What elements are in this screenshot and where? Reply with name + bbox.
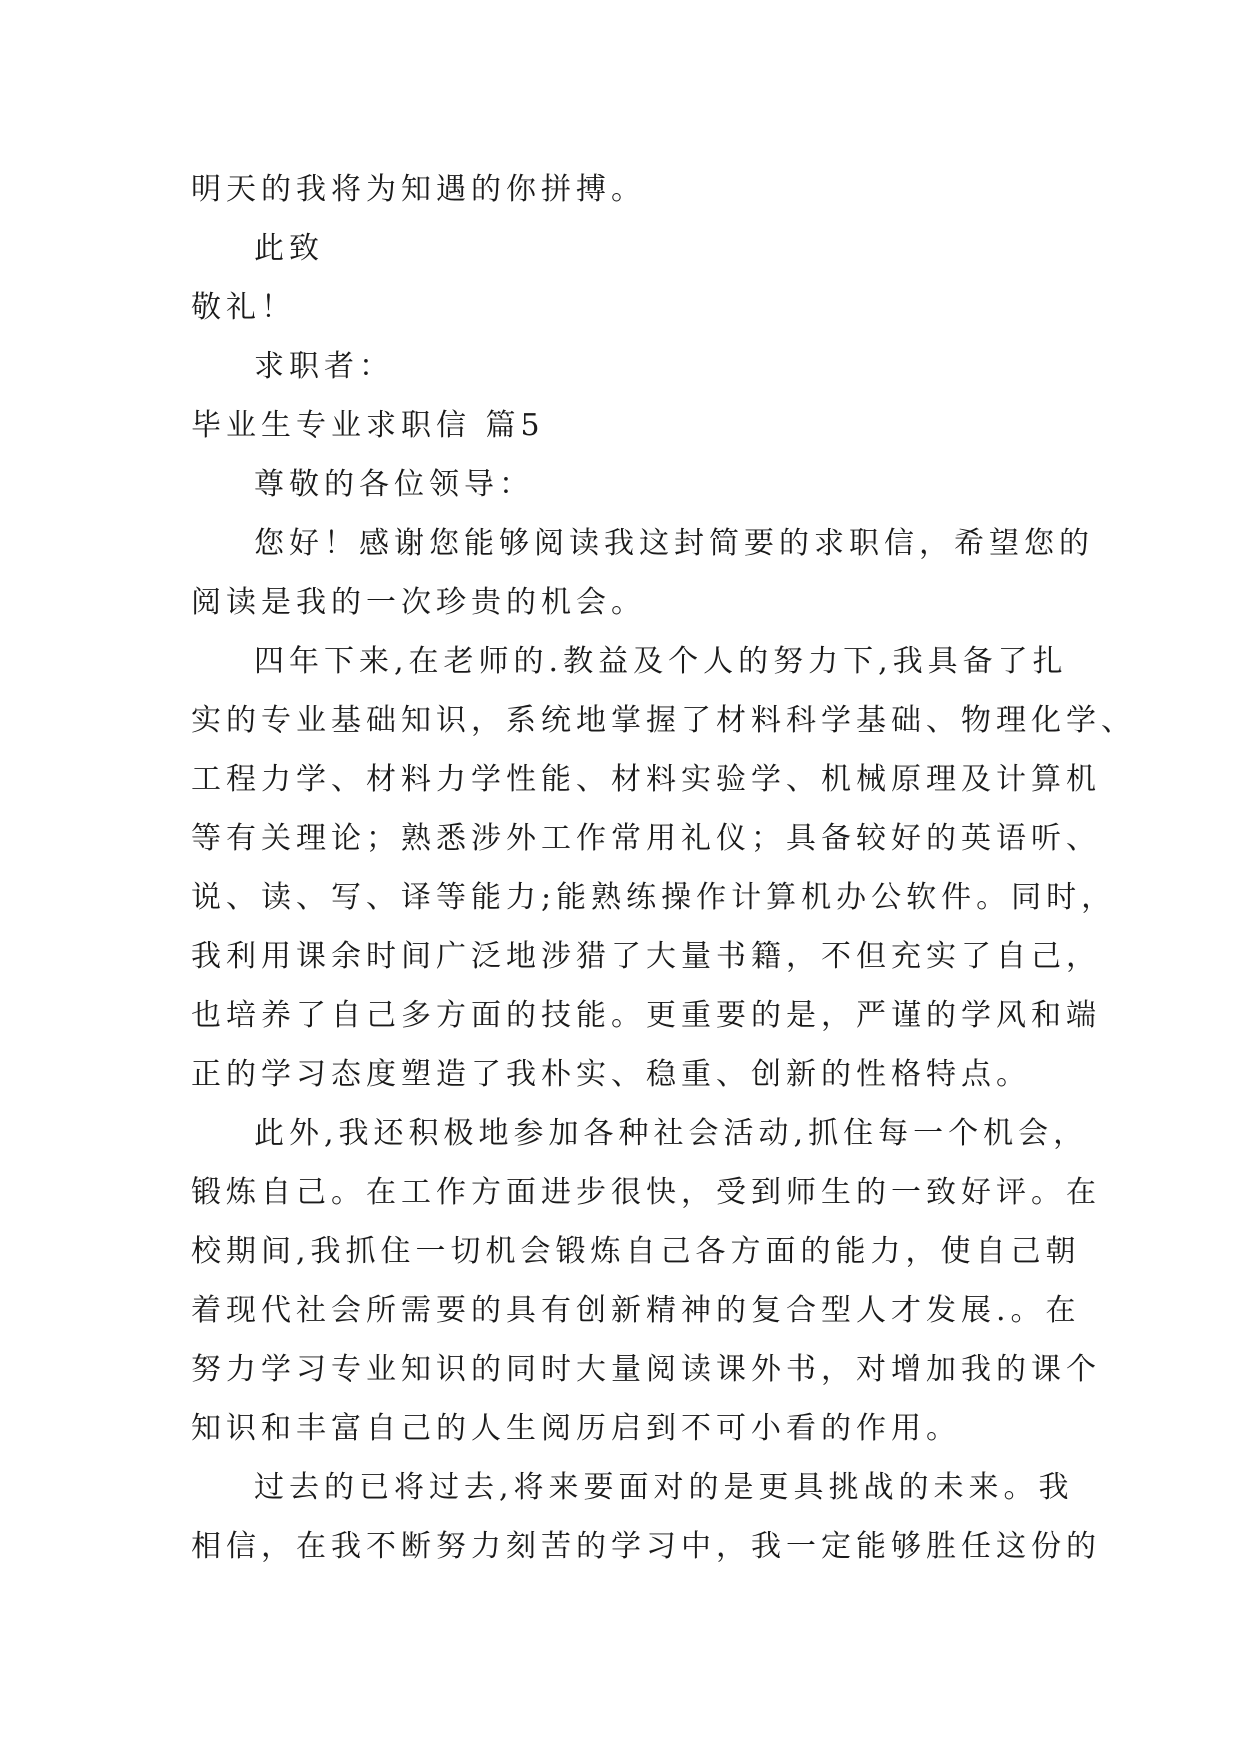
- text-line: 明天的我将为知遇的你拼搏。: [191, 172, 646, 207]
- text-line: 实的专业基础知识，系统地掌握了材料科学基础、物理化学、: [191, 703, 1136, 738]
- closing-salutation: 此致: [254, 231, 324, 266]
- text-line: 您好！感谢您能够阅读我这封简要的求职信，希望您的: [254, 526, 1094, 561]
- greeting: 尊敬的各位领导：: [254, 467, 534, 502]
- text-line: 阅读是我的一次珍贵的机会。: [191, 585, 646, 620]
- text-line: 也培养了自己多方面的技能。更重要的是，严谨的学风和端: [191, 998, 1101, 1033]
- section-heading: 毕业生专业求职信 篇5: [191, 408, 545, 443]
- text-line: 努力学习专业知识的同时大量阅读课外书，对增加我的课个: [191, 1352, 1101, 1387]
- text-line: 正的学习态度塑造了我朴实、稳重、创新的性格特点。: [191, 1057, 1031, 1092]
- text-line: 相信，在我不断努力刻苦的学习中，我一定能够胜任这份的: [191, 1529, 1101, 1564]
- text-line: 等有关理论；熟悉涉外工作常用礼仪；具备较好的英语听、: [191, 821, 1101, 856]
- signature-label: 求职者：: [254, 349, 394, 384]
- text-line: 四年下来,在老师的.教益及个人的努力下,我具备了扎: [254, 644, 1068, 679]
- letter-body: [191, 160, 1136, 1576]
- text-line: 过去的已将过去,将来要面对的是更具挑战的未来。我: [254, 1470, 1074, 1505]
- text-line: 着现代社会所需要的具有创新精神的复合型人才发展.。在: [191, 1293, 1081, 1328]
- text-line: 说、读、写、译等能力;能熟练操作计算机办公软件。同时，: [191, 880, 1117, 915]
- text-line: 校期间,我抓住一切机会锻炼自己各方面的能力，使自己朝: [191, 1234, 1081, 1269]
- text-line: 锻炼自己。在工作方面进步很快，受到师生的一致好评。在: [191, 1175, 1101, 1210]
- text-line: 我利用课余时间广泛地涉猎了大量书籍，不但充实了自己，: [191, 939, 1101, 974]
- text-line: 此外,我还积极地参加各种社会活动,抓住每一个机会，: [254, 1116, 1089, 1151]
- text-line: 工程力学、材料力学性能、材料实验学、机械原理及计算机: [191, 762, 1101, 797]
- text-line: 知识和丰富自己的人生阅历启到不可小看的作用。: [191, 1411, 961, 1446]
- closing-regards: 敬礼！: [191, 290, 296, 325]
